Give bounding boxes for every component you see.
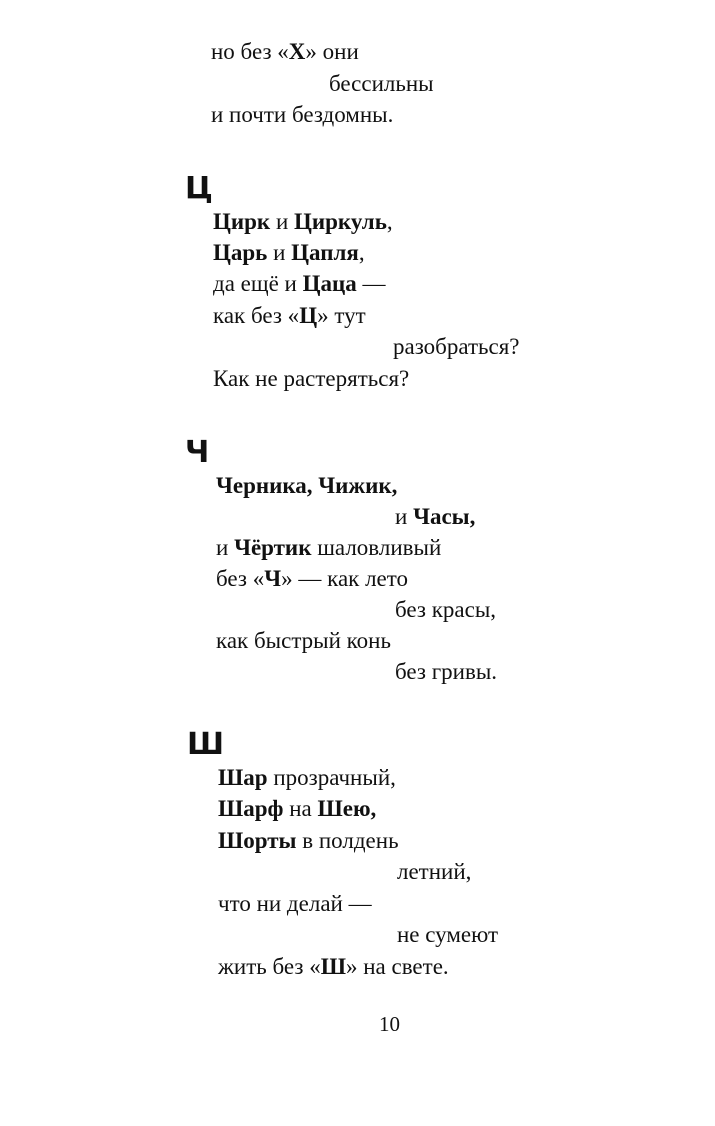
section-letter-ts: Ц	[185, 171, 213, 206]
poem-line: как без «Ц» тут	[213, 303, 366, 328]
poem-line: без гривы.	[395, 659, 498, 684]
poem-line: разобраться?	[393, 334, 520, 359]
poem-line: летний,	[397, 859, 472, 884]
poem-line: без красы,	[395, 597, 497, 622]
section-letter-ch: Ч	[185, 435, 210, 470]
poem-line: Царь и Цапля,	[213, 240, 365, 265]
poem-line: жить без «Ш» на свете.	[218, 954, 449, 979]
page-number: 10	[379, 1012, 400, 1036]
poem-line: Шарф на Шею,	[218, 796, 377, 821]
poem-line: как быстрый конь	[216, 628, 391, 653]
poem-line: бессильны	[329, 71, 434, 96]
poem-line: без «Ч» — как лето	[216, 566, 409, 591]
poem-line: и Чёртик шаловливый	[216, 535, 442, 560]
poem-line: Шорты в полдень	[218, 828, 399, 853]
poem-line: и Часы,	[395, 504, 476, 529]
poem-line: Шар прозрачный,	[218, 765, 396, 790]
poem-line: что ни делай —	[218, 891, 372, 916]
poem-line: и почти бездомны.	[211, 102, 394, 127]
poem-line: да ещё и Цаца —	[213, 271, 386, 296]
poem-line: Как не растеряться?	[213, 366, 410, 391]
section-letter-sh: Ш	[187, 727, 225, 762]
poem-line: Цирк и Циркуль,	[213, 209, 393, 234]
poem-line: но без «Х» они	[211, 39, 359, 64]
poem-line: Черника, Чижик,	[216, 473, 398, 498]
poem-line: не сумеют	[397, 922, 499, 947]
